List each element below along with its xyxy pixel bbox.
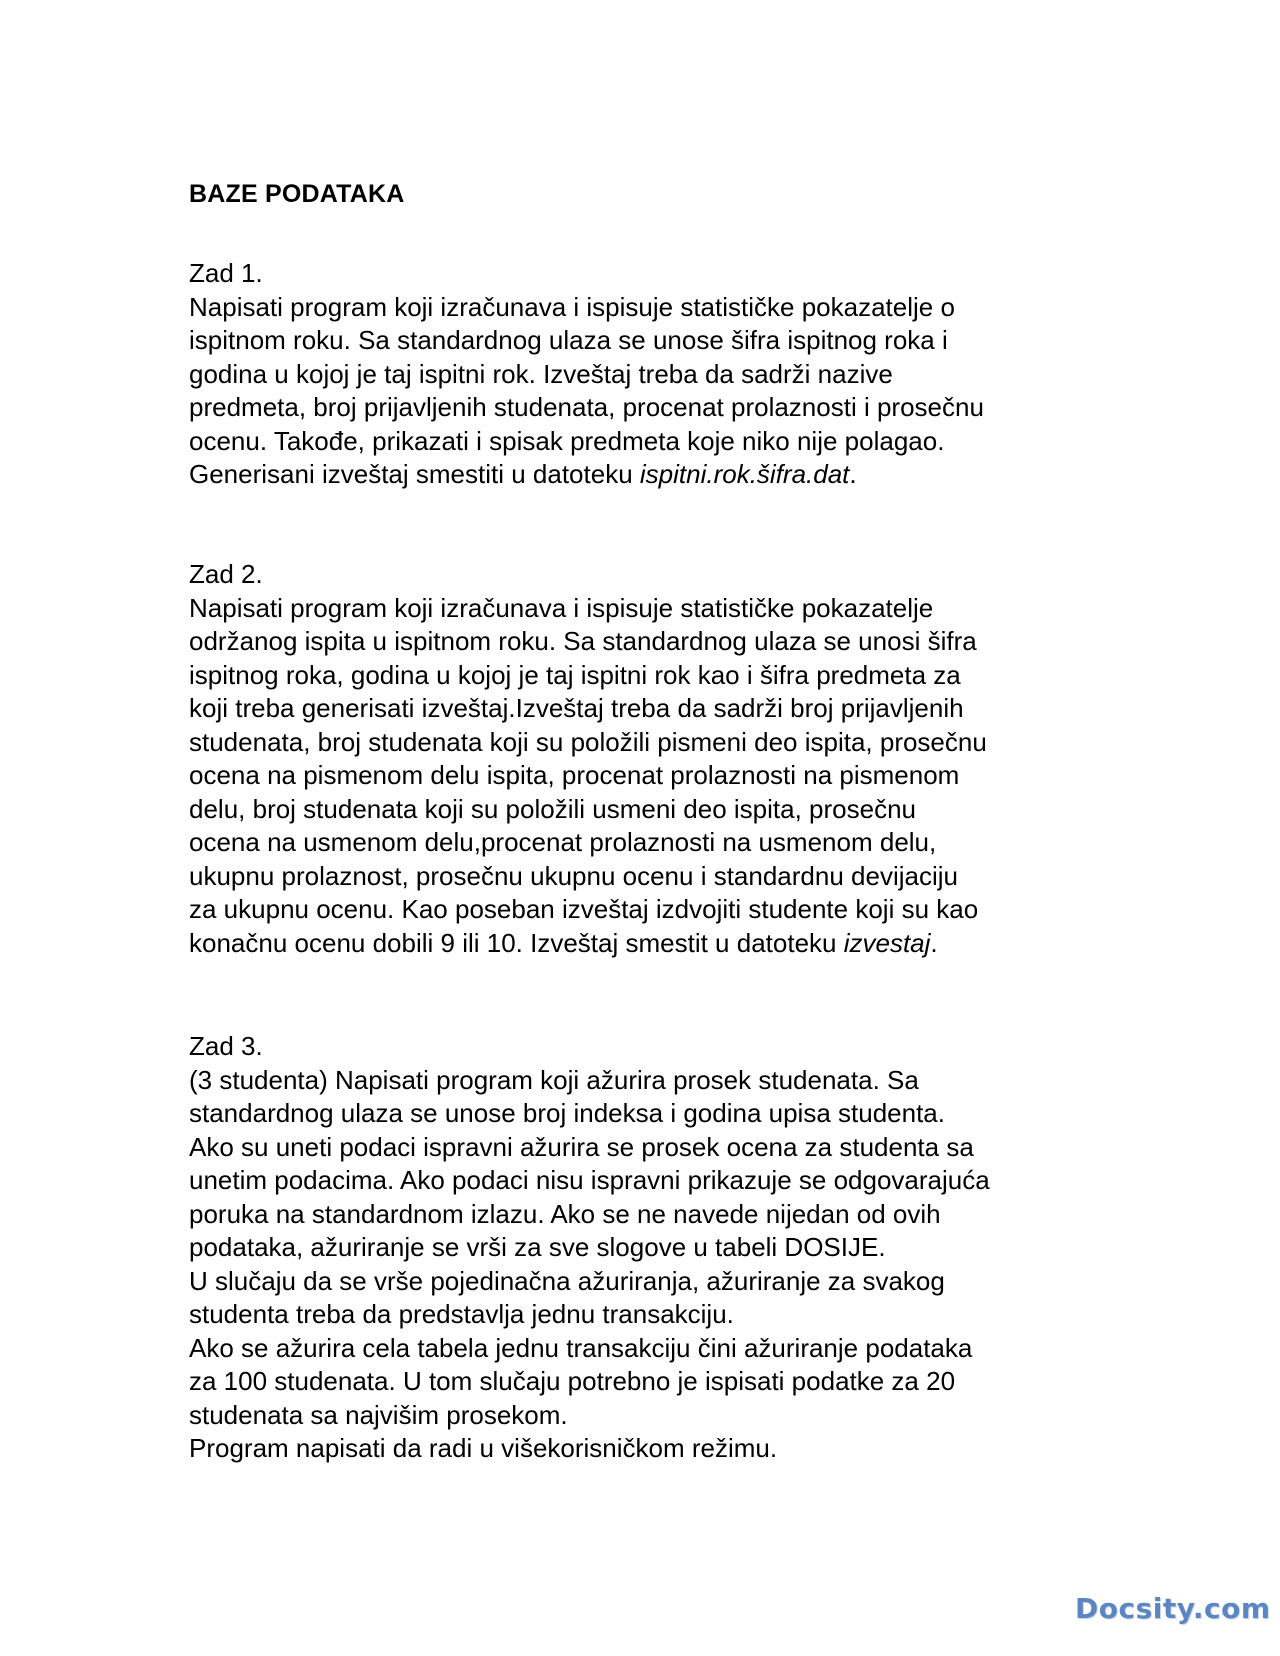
paragraph-line: ispitnog roka, godina u kojoj je taj ispitni rok kao i šifra predmeta za xyxy=(189,659,961,690)
line-text: Generisani izveštaj smestiti u datoteku xyxy=(189,459,640,489)
paragraph-line: studenata, broj studenata koji su položili pismeni deo ispita, prosečnu xyxy=(189,726,987,757)
section-zad-3 xyxy=(189,1030,1189,1466)
paragraph-line: za ukupnu ocenu. Kao poseban izveštaj izdvojiti studente koji su kao xyxy=(189,894,979,924)
section-heading: Zad 2. xyxy=(189,559,263,589)
filename-italic: izvestaj xyxy=(843,927,931,958)
paragraph-line: U slučaju da se vrše pojedinačna ažuriranja, ažuriranje za svakog xyxy=(189,1265,945,1296)
paragraph-line: standardnog ulaza se unose broj indeksa i godina upisa studenta. xyxy=(189,1098,945,1128)
paragraph-line: podataka, ažuriranje se vrši za sve slogove u tabeli DOSIJE. xyxy=(189,1232,886,1262)
paragraph-line: studenata sa najvišim prosekom. xyxy=(189,1399,568,1430)
section-heading: Zad 1. xyxy=(189,258,263,288)
paragraph-line: ocena na usmenom delu,procenat prolaznosti na usmenom delu, xyxy=(189,827,937,857)
paragraph-line: Ako se ažurira cela tabela jednu transakciju čini ažuriranje podataka xyxy=(189,1332,973,1363)
paragraph-line: Program napisati da radi u višekorisničkom režimu. xyxy=(189,1433,778,1463)
line-punctuation: . xyxy=(849,459,857,489)
filename-italic: ispitni.rok.šifra.dat xyxy=(639,459,850,489)
paragraph-line: ukupnu prolaznost, prosečnu ukupnu ocenu i standardnu devijaciju xyxy=(189,860,958,891)
section-zad-2 xyxy=(189,558,1189,960)
line-text: konačnu ocenu dobili 9 ili 10. Izveštaj smestit u datoteku xyxy=(189,927,844,958)
section-zad-1 xyxy=(189,257,1189,492)
paragraph-line: Napisati program koji izračunava i ispisuje statističke pokazatelje xyxy=(189,592,934,623)
paragraph-line: Ako su uneti podaci ispravni ažurira se prosek ocena za studenta sa xyxy=(189,1131,974,1162)
paragraph-line xyxy=(189,458,1189,492)
paragraph-line: studenta treba da predstavlja jednu transakciju. xyxy=(189,1299,734,1329)
paragraph-line: održanog ispita u ispitnom roku. Sa standardnog ulaza se unosi šifra xyxy=(189,626,977,656)
document-title: BAZE PODATAKA xyxy=(189,180,405,208)
paragraph-line: (3 studenta) Napisati program koji ažurira prosek studenata. Sa xyxy=(189,1064,919,1095)
paragraph-line: Napisati program koji izračunava i ispisuje statističke pokazatelje o xyxy=(189,291,955,322)
paragraph-line: poruka na standardnom izlazu. Ako se ne navede nijedan od ovih xyxy=(189,1198,941,1229)
section-heading: Zad 3. xyxy=(189,1031,263,1061)
docsity-watermark: Docsity.com xyxy=(1075,1592,1271,1625)
paragraph-line: predmeta, broj prijavljenih studenata, procenat prolaznosti i prosečnu xyxy=(189,392,984,422)
paragraph-line xyxy=(189,927,1189,961)
paragraph-line: koji treba generisati izveštaj.Izveštaj treba da sadrži broj prijavljenih xyxy=(189,693,964,723)
paragraph-line: godina u kojoj je taj ispitni rok. Izveštaj treba da sadrži nazive xyxy=(189,358,893,389)
paragraph-line: ocenu. Takođe, prikazati i spisak predmeta koje niko nije polagao. xyxy=(189,425,945,456)
paragraph-line: ocena na pismenom delu ispita, procenat prolaznosti na pismenom xyxy=(189,760,960,790)
paragraph-line: delu, broj studenata koji su položili usmeni deo ispita, prosečnu xyxy=(189,793,916,824)
line-punctuation: . xyxy=(930,927,938,958)
paragraph-line: unetim podacima. Ako podaci nisu ispravni prikazuje se odgovarajuća xyxy=(189,1165,990,1195)
paragraph-line: za 100 studenata. U tom slučaju potrebno je ispisati podatke za 20 xyxy=(189,1366,956,1396)
paragraph-line: ispitnom roku. Sa standardnog ulaza se unose šifra ispitnog roka i xyxy=(189,325,948,355)
